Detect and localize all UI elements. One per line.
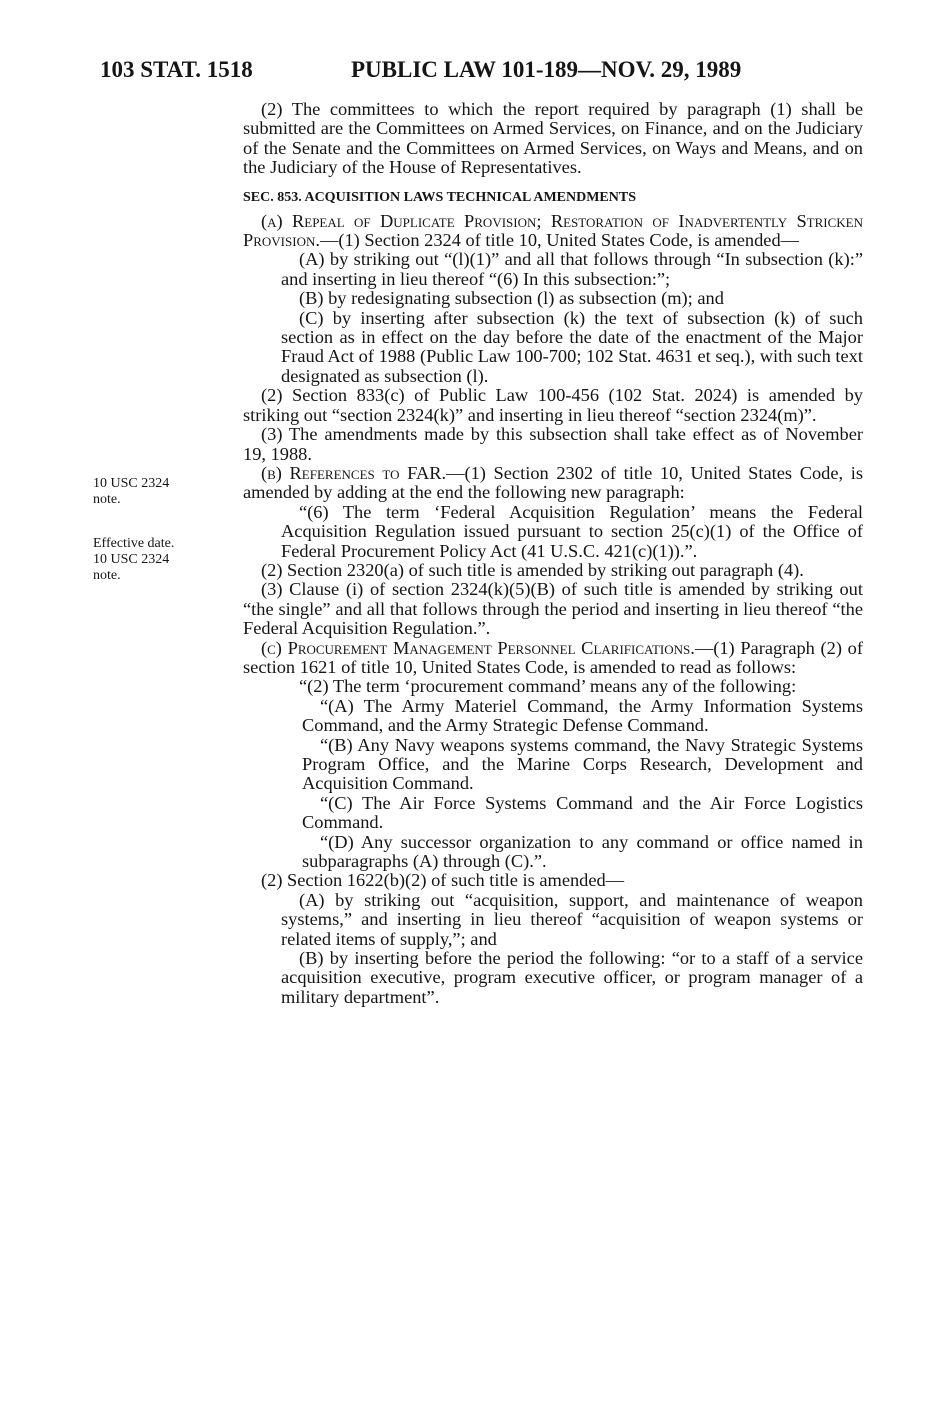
subsection-a2: (2) Section 833(c) of Public Law 100-456 (102 Stat. 2024) is amended by striking out “section 2324(k)” and inserting in lieu thereof “section 2324(m)”.: [243, 385, 863, 425]
subsection-b: (b) References to FAR.—(1) Section 2302 of title 10, United States Code, is amended by adding at the end the following new paragraph:: [243, 462, 863, 503]
margin-note-effective-date: Effective date. 10 USC 2324 note.: [93, 536, 175, 583]
section-heading: SEC. 853. ACQUISITION LAWS TECHNICAL AMENDMENTS: [243, 189, 636, 205]
subsection-c1-B: “(B) Any Navy weapons systems command, the Navy Strategic Systems Program Office, and the Marine Corps Research, Development and Acquisition Command.: [302, 734, 863, 794]
subsection-c1-quote: “(2) The term ‘procurement command’ means any of the following:: [299, 676, 797, 697]
document-body: [243, 100, 863, 1007]
stat-reference: 103 STAT. 1518: [100, 57, 253, 82]
subsection-c1-D: “(D) Any successor organization to any command or office named in subparagraphs (A) through (C).”.: [302, 831, 863, 872]
subsection-c2-A: (A) by striking out “acquisition, support, and maintenance of weapon systems,” and inserting in lieu thereof “acquisition of weapon systems or related items of supply,”; and: [281, 889, 863, 949]
subsection-c-heading: (c) Procurement Management Personnel Clarifications.: [261, 637, 695, 658]
subsection-a1-A: (A) by striking out “(l)(1)” and all that follows through “In subsection (k):” and inserting in lieu thereof “(6) In this subsection:”;: [281, 249, 863, 289]
subsection-c1-C: “(C) The Air Force Systems Command and the Air Force Logistics Command.: [302, 792, 863, 833]
subsection-c2: (2) Section 1622(b)(2) of such title is amended—: [261, 870, 625, 891]
subsection-a3: (3) The amendments made by this subsection shall take effect as of November 19, 1988.: [243, 424, 863, 464]
paragraph-committees: (2) The committees to which the report required by paragraph (1) shall be submitted are the Committees on Armed Services, on Finance, and on the Judiciary of the Senate and the Committees on Armed Services, on Ways and Means, and on the Judiciary of the House of Representatives.: [243, 99, 863, 178]
subsection-c1-A: “(A) The Army Materiel Command, the Army Information Systems Command, and the Army Strategic Defense Command.: [302, 695, 863, 736]
subsection-b2: (2) Section 2320(a) of such title is amended by striking out paragraph (4).: [261, 559, 804, 580]
subsection-b1-quote: “(6) The term ‘Federal Acquisition Regulation’ means the Federal Acquisition Regulation issued pursuant to section 25(c)(1) of the Office of Federal Procurement Policy Act (41 U.S.C. 421(c)(1)).”.: [281, 501, 863, 561]
page-title: PUBLIC LAW 101-189—NOV. 29, 1989: [351, 57, 742, 82]
subsection-a1-C: (C) by inserting after subsection (k) the text of subsection (k) of such section as in effect on the day before the date of the enactment of the Major Fraud Act of 1988 (Public Law 100-700; 102 Stat. 4631 et seq.), with such text designated as subsection (l).: [281, 307, 863, 386]
subsection-b3: (3) Clause (i) of section 2324(k)(5)(B) of such title is amended by striking out “the single” and all that follows through the period and inserting in lieu thereof “the Federal Acquisition Regulation.”.: [243, 579, 863, 639]
subsection-a: (a) Repeal of Duplicate Provision; Restoration of Inadvertently Stricken Provision.—(1) Section 2324 of title 10, United States Code, is amended—: [243, 210, 863, 251]
subsection-a-heading: (a) Repeal of Duplicate Provision; Restoration of Inadvertently Stricken Provision.: [243, 210, 863, 251]
subsection-b-heading: (b) References to FAR.: [261, 462, 447, 483]
subsection-c2-B: (B) by inserting before the period the following: “or to a staff of a service acquisition executive, program executive officer, or program manager of a military department”.: [281, 948, 863, 1007]
subsection-a1-B: (B) by redesignating subsection (l) as subsection (m); and: [299, 288, 724, 309]
subsection-c: (c) Procurement Management Personnel Clarifications.—(1) Paragraph (2) of section 1621 of title 10, United States Code, is amended to read as follows:: [243, 637, 863, 677]
margin-note-usc: 10 USC 2324 note.: [93, 476, 170, 507]
